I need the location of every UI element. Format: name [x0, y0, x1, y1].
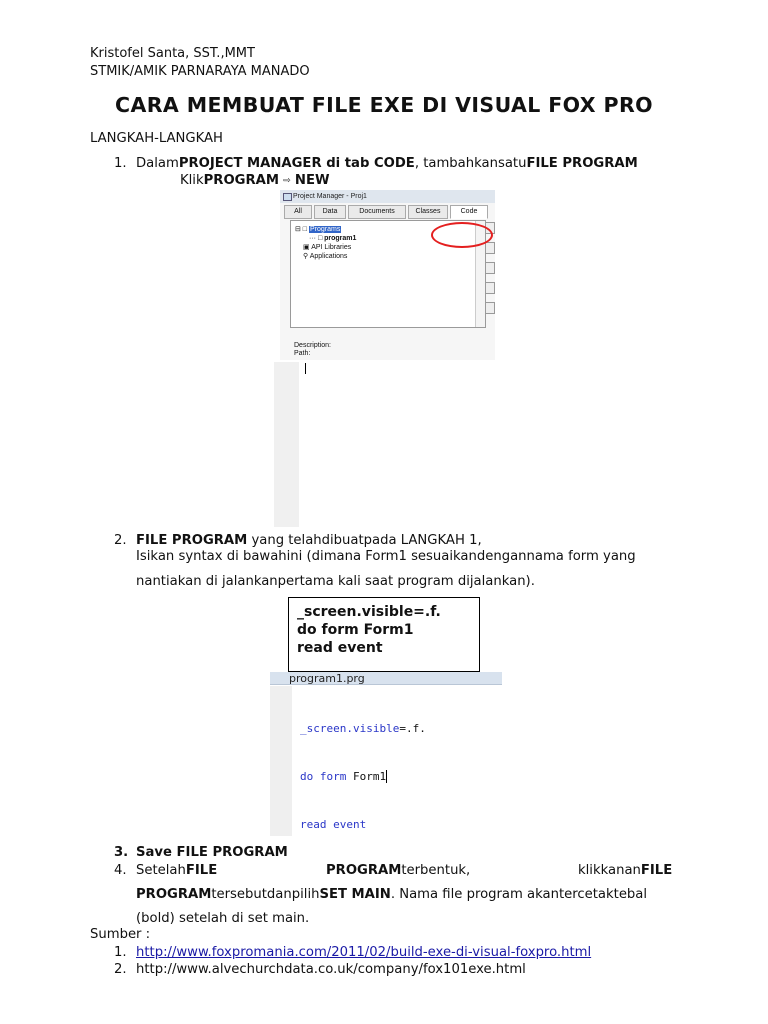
- tree-label: program1: [324, 235, 357, 242]
- step-4-line-2: [136, 886, 647, 904]
- institution-name: STMIK/AMIK PARNARAYA MANADO: [90, 64, 310, 79]
- tab-data[interactable]: Data: [314, 205, 346, 219]
- code-text: =.f.: [399, 722, 426, 735]
- bold-text: 3.: [114, 845, 129, 860]
- tab-classes[interactable]: Classes: [408, 205, 448, 219]
- project-tree: [295, 225, 356, 261]
- step-1-line-1: [136, 155, 638, 173]
- text: Dalam: [136, 156, 179, 171]
- bold-text: PROGRAM: [326, 863, 402, 878]
- tree-label: API Libraries: [311, 244, 352, 251]
- bold-text: FILE PROGRAM: [136, 533, 248, 548]
- step-2-number: 2.: [114, 533, 127, 548]
- step-4-line-1b: [326, 862, 470, 880]
- tab-documents[interactable]: Documents: [348, 205, 406, 219]
- bold-text: FILE: [185, 863, 218, 878]
- bold-text: SET MAIN: [319, 887, 391, 902]
- step-1-line-2: [180, 172, 330, 190]
- program-editor-screenshot: [270, 672, 502, 836]
- side-button[interactable]: [485, 302, 495, 314]
- step-4-line-1a: [136, 862, 217, 880]
- text: Klik: [180, 173, 204, 188]
- highlight-ellipse: [431, 222, 493, 248]
- bold-text: Save FILE PROGRAM: [136, 845, 288, 860]
- bold-text: PROGRAM: [136, 887, 212, 902]
- step-2-line-3: nantiakan di jalankanpertama kali saat program dijalankan).: [136, 574, 535, 589]
- source-link-1[interactable]: http://www.foxpromania.com/2011/02/build-exe-di-visual-foxpro.html: [136, 945, 592, 960]
- text: Setelah: [136, 863, 186, 878]
- side-button[interactable]: [485, 262, 495, 274]
- bold-text: FILE PROGRAM: [526, 156, 638, 171]
- editor-code[interactable]: [300, 689, 426, 836]
- source-1-number: 1.: [114, 945, 127, 960]
- bold-text: FILE: [640, 863, 673, 878]
- bold-text: NEW: [294, 173, 330, 188]
- description-label: Description:: [294, 342, 331, 349]
- text: yang telahdibuatpada LANGKAH 1,: [247, 533, 482, 548]
- window-icon: [283, 193, 292, 201]
- step-3-number: [114, 844, 128, 862]
- source-2-number: 2.: [114, 962, 127, 977]
- bold-text: PROGRAM: [203, 173, 279, 188]
- editor-gutter: [270, 686, 292, 836]
- side-button[interactable]: [485, 242, 495, 254]
- text-caret: [386, 770, 387, 783]
- screenshot-lower-area: [274, 362, 299, 527]
- code-line: read event: [297, 640, 383, 656]
- sources-label: Sumber :: [90, 927, 151, 942]
- tab-code[interactable]: Code: [450, 205, 488, 219]
- tree-item-applications[interactable]: ⚲ Applications: [303, 253, 348, 260]
- path-label: Path:: [294, 350, 311, 357]
- text: . Nama file program akantercetaktebal: [390, 887, 648, 902]
- text: tersebutdanpilih: [211, 887, 320, 902]
- code-line: _screen.visible=.f.: [297, 604, 441, 620]
- editor-titlebar: [270, 672, 502, 685]
- code-box: [288, 597, 480, 672]
- step-2-line-2: Isikan syntax di bawahini (dimana Form1 sesuaikandengannama form yang: [136, 549, 636, 564]
- steps-heading: LANGKAH-LANGKAH: [90, 131, 223, 146]
- document-title: CARA MEMBUAT FILE EXE DI VISUAL FOX PRO: [115, 93, 653, 117]
- window-titlebar: [280, 190, 495, 203]
- tree-item-program1[interactable]: ··· □ program1: [309, 235, 357, 242]
- step-1-number: 1.: [114, 156, 127, 171]
- text-caret: [305, 363, 306, 374]
- tree-item-programs[interactable]: ⊟ □ Programs: [295, 226, 341, 233]
- tree-item-api-libraries[interactable]: ▣ API Libraries: [303, 244, 352, 251]
- tree-label: Applications: [309, 253, 348, 260]
- code-text: Form1: [352, 770, 387, 783]
- code-line: [300, 721, 426, 737]
- keyword: _screen.visible: [300, 722, 400, 735]
- tree-label: Programs: [309, 226, 341, 233]
- step-3-line: [136, 844, 288, 862]
- editor-title: program1.prg: [289, 672, 365, 685]
- step-4-line-1c: [578, 862, 672, 880]
- tab-all[interactable]: All: [284, 205, 312, 219]
- code-line: [300, 769, 426, 785]
- window-title: Project Manager - Proj1: [293, 193, 367, 200]
- project-manager-screenshot: [280, 190, 495, 360]
- keyword: do form: [300, 770, 353, 783]
- description-area: [294, 342, 331, 358]
- keyword: read event: [300, 818, 367, 831]
- bold-text: PROJECT MANAGER di tab CODE: [178, 156, 415, 171]
- text: terbentuk,: [401, 863, 471, 878]
- code-line: [300, 817, 426, 833]
- source-2-text: http://www.alvechurchdata.co.uk/company/fox101exe.html: [136, 962, 526, 977]
- side-button[interactable]: [485, 282, 495, 294]
- author-name: Kristofel Santa, SST.,MMT: [90, 46, 255, 61]
- code-line: do form Form1: [297, 622, 414, 638]
- text: , tambahkansatu: [414, 156, 527, 171]
- text: klikkanan: [578, 863, 641, 878]
- step-4-number: 4.: [114, 863, 127, 878]
- arrow-icon: ⇨: [283, 176, 291, 186]
- step-4-line-3: (bold) setelah di set main.: [136, 911, 310, 926]
